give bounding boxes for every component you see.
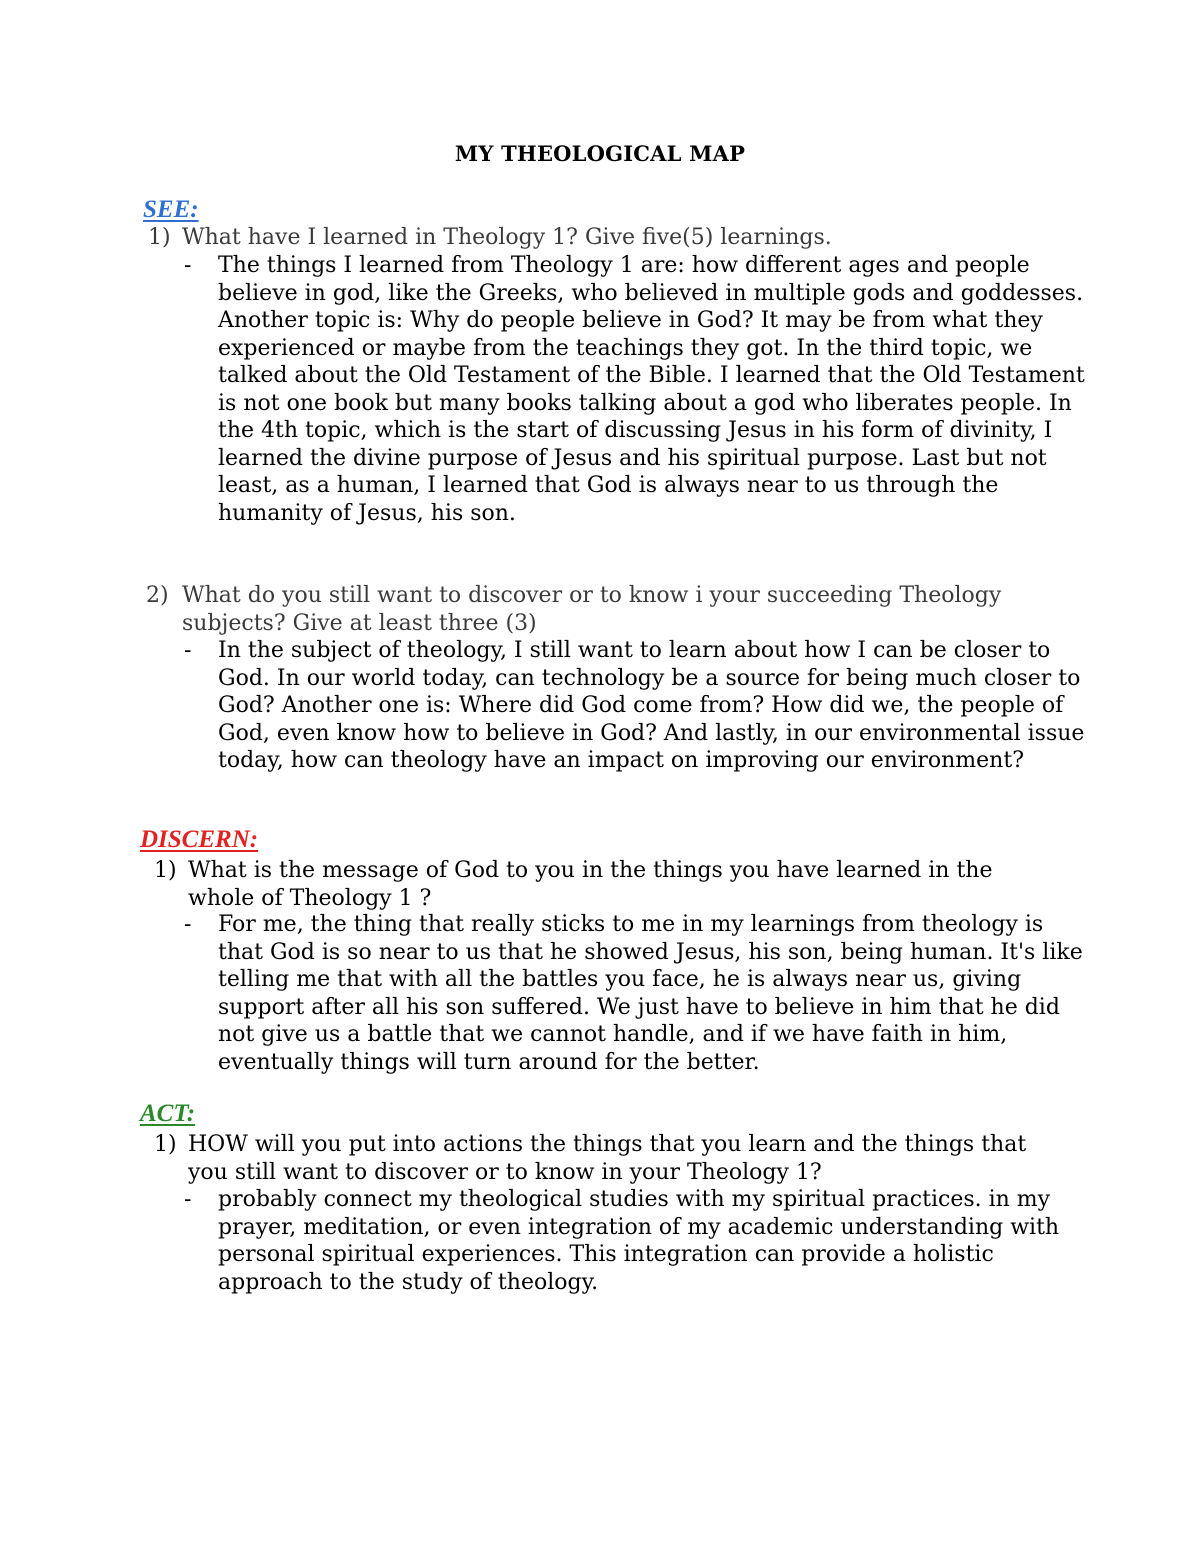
discern-heading: DISCERN: xyxy=(140,826,259,853)
see-answer-2-bullet: - xyxy=(184,638,192,663)
see-question-1-text: What have I learned in Theology 1? Give five(5) learnings. xyxy=(182,225,832,250)
act-question-1 xyxy=(154,1131,1064,1187)
document-title: MY THEOLOGICAL MAP xyxy=(454,141,746,166)
see-question-2-text: What do you still want to discover or to know i your succeeding Theology subjects? Give at least three (3) xyxy=(182,583,1002,636)
discern-answer-1: For me, the thing that really sticks to me in my learnings from theology is that God is so near to us that he showed Jesus, his son, being human. It's like telling me that with all the battles you face, he is always near us, giving support after all his son suffered. We just have to believe in him that he did not give us a battle that we cannot handle, and if we have faith in him, eventually things will turn around for the better. xyxy=(218,912,1083,1075)
see-answer-1: The things I learned from Theology 1 are: how different ages and people believe in god, like the Greeks, who believed in multiple gods and goddesses. Another topic is: Why do people believe in God? It may be from what they experienced or maybe from the teachings they got. In the third topic, we talked about the Old Testament of the Bible. I learned that the Old Testament is not one book but many books talking about a god who liberates people. In the 4th topic, which is the start of discussing Jesus in his form of divinity, I learned the divine purpose of Jesus and his spiritual purpose. Last but not least, as a human, I learned that God is always near to us through the humanity of Jesus, his son. xyxy=(218,253,1085,526)
act-answer-1: probably connect my theological studies with my spiritual practices. in my prayer, meditation, or even integration of my academic understanding with personal spiritual experiences. This integration can provide a holistic approach to the study of theology. xyxy=(218,1187,1060,1295)
see-question-2 xyxy=(146,582,1076,638)
act-question-1-text: HOW will you put into actions the things that you learn and the things that you still want to discover or to know in your Theology 1? xyxy=(188,1132,1027,1185)
see-question-1-number: 1) xyxy=(148,225,171,250)
act-question-1-number: 1) xyxy=(154,1132,177,1157)
discern-question-1-number: 1) xyxy=(154,858,177,883)
act-answer-1-bullet: - xyxy=(184,1187,192,1212)
discern-answer-1-bullet: - xyxy=(184,912,192,937)
see-heading: SEE: xyxy=(143,196,199,223)
discern-question-1 xyxy=(154,857,1064,913)
see-question-2-number: 2) xyxy=(146,583,169,608)
discern-question-1-text: What is the message of God to you in the things you have learned in the whole of Theology 1 ? xyxy=(188,858,993,911)
act-heading: ACT: xyxy=(140,1100,196,1127)
see-answer-2: In the subject of theology, I still want to learn about how I can be closer to God. In our world today, can technology be a source for being much closer to God? Another one is: Where did God come from? How did we, the people of God, even know how to believe in God? And lastly, in our environmental issue today, how can theology have an impact on improving our environment? xyxy=(218,638,1085,773)
see-question-1 xyxy=(148,224,1078,252)
see-answer-1-bullet: - xyxy=(184,253,192,278)
